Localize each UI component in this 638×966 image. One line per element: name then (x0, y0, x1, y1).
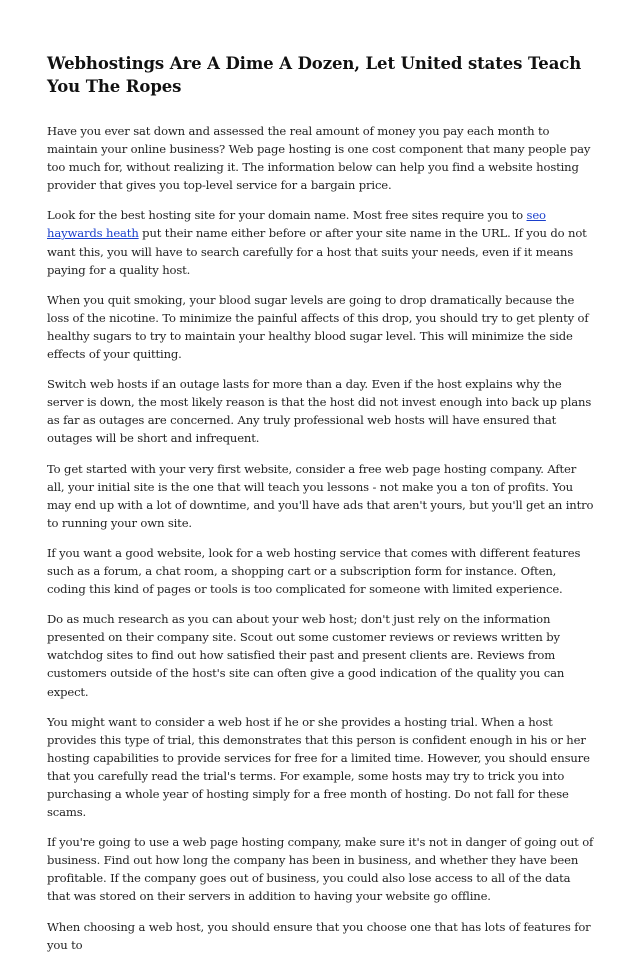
paragraph-2 (47, 206, 595, 278)
paragraph-2-text-before: Look for the best hosting site for your domain name. Most free sites require you to (47, 208, 527, 223)
document-page (47, 52, 595, 966)
paragraph-1: Have you ever sat down and assessed the real amount of money you pay each month to maintain your online business? Web page hosting is one cost component that many people pay too much for, without realizing it. The information below can help you find a website hosting provider that gives you top-level service for a bargain price. (47, 124, 591, 193)
paragraph-10: When choosing a web host, you should ensure that you choose one that has lots of features for you to (47, 919, 591, 952)
paragraph-8: You might want to consider a web host if he or she provides a hosting trial. When a host provides this type of trial, this demonstrates that this person is confident enough in his or her hosting capabilities to provide services for free for a limited time. However, you should ensure that you carefully read the trial's terms. For example, some hosts may try to trick you into purchasing a whole year of hosting simply for a free month of hosting. Do not fall for these scams. (47, 714, 590, 820)
paragraph-7: Do as much research as you can about your web host; don't just rely on the information presented on their company site. Scout out some customer reviews or reviews written by watchdog sites to find out how satisfied their past and present clients are. Reviews from customers outside of the host's site can often give a good indication of the quality you can expect. (47, 612, 565, 699)
paragraph-5: To get started with your very first website, consider a free web page hosting company. After all, your initial site is the one that will teach you lessons - not make you a ton of profits. You may end up with a lot of downtime, and you'll have ads that aren't yours, but you'll get an intro to running your own site. (47, 461, 594, 530)
document-title: Webhostings Are A Dime A Dozen, Let United states Teach You The Ropes (47, 54, 582, 96)
paragraph-4: Switch web hosts if an outage lasts for more than a day. Even if the host explains why the server is down, the most likely reason is that the host did not invest enough into back up plans as far as outages are concerned. Any truly professional web hosts will have ensured that outages will be short and infrequent. (47, 377, 592, 446)
paragraph-2-text-after: put their name either before or after your site name in the URL. If you do not want this, you will have to search carefully for a host that suits your needs, even if it means paying for a quality host. (47, 226, 587, 277)
paragraph-6: If you want a good website, look for a web hosting service that comes with different features such as a forum, a chat room, a shopping cart or a subscription form for instance. Often, coding this kind of pages or tools is too complicated for someone with limited experience. (47, 545, 581, 597)
seo-haywards-heath-link[interactable]: seo haywards heath (47, 208, 546, 241)
paragraph-9: If you're going to use a web page hosting company, make sure it's not in danger of going out of business. Find out how long the company has been in business, and whether they have been profitable. If the company goes out of business, you could also lose access to all of the data that was stored on their servers in addition to having your website go offline. (47, 835, 594, 904)
paragraph-3: When you quit smoking, your blood sugar levels are going to drop dramatically because the loss of the nicotine. To minimize the painful affects of this drop, you should try to get plenty of healthy sugars to try to maintain your healthy blood sugar level. This will minimize the side effects of your quitting. (47, 292, 589, 362)
